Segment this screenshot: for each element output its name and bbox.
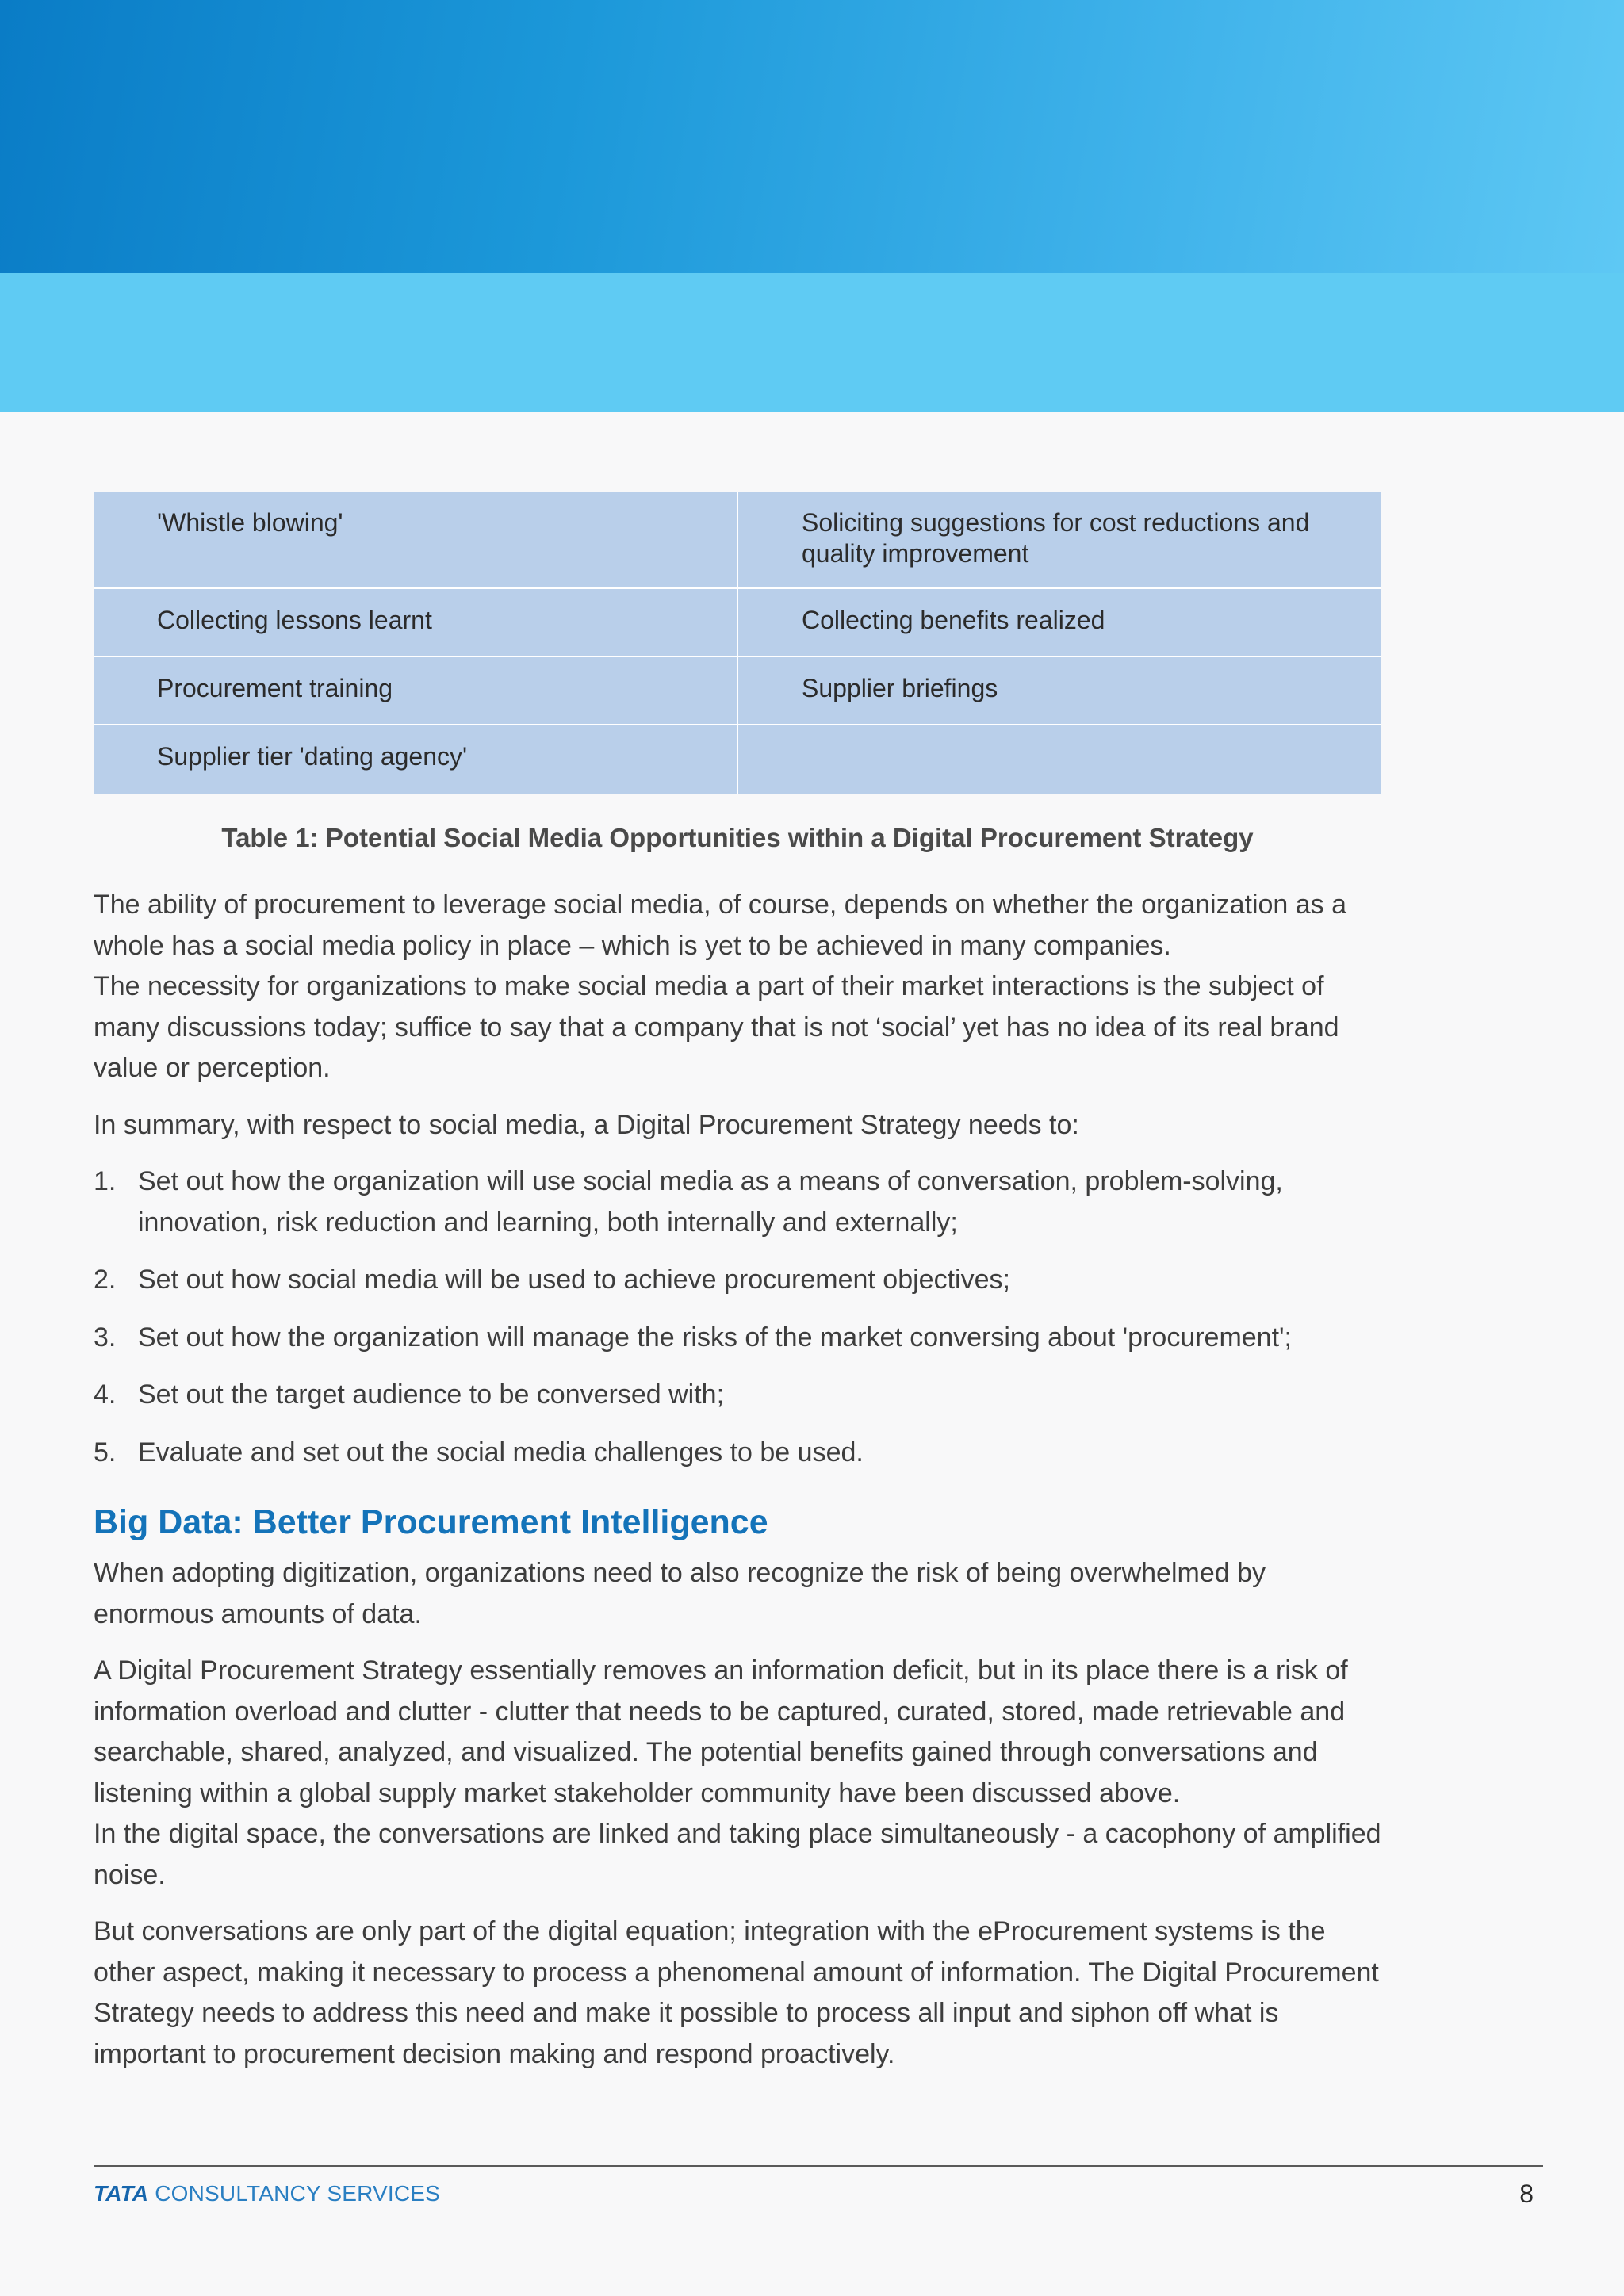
list-item — [94, 1318, 1381, 1359]
list-number: 4. — [94, 1380, 117, 1410]
list-number: 5. — [94, 1437, 117, 1468]
table-row — [94, 588, 1381, 656]
table-cell: Procurement training — [94, 656, 737, 725]
list-text: Set out how the organization will manage the risks of the market conversing about 'procurement'; — [138, 1322, 1292, 1353]
page-number: 8 — [1519, 2179, 1534, 2208]
table-caption: Table 1: Potential Social Media Opportunities within a Digital Procurement Strategy — [221, 823, 1254, 852]
opportunities-table — [94, 492, 1381, 794]
list-number: 1. — [94, 1166, 117, 1196]
header-banner-dark — [0, 0, 1624, 273]
list-number: 2. — [94, 1265, 117, 1295]
page-content — [94, 492, 1381, 2091]
table-cell: Supplier tier 'dating agency' — [94, 725, 737, 794]
paragraph: In summary, with respect to social media, a Digital Procurement Strategy needs to: — [94, 1109, 1079, 1140]
list-item — [94, 1375, 1381, 1416]
paragraph: When adopting digitization, organizations need to also recognize the risk of being overwhelmed by enormous amounts of data. — [94, 1558, 1266, 1629]
paragraph: The necessity for organizations to make social media a part of their market interactions is the subject of many discussions today; suffice to say that a company that is not ‘social’ yet has no idea of its real brand value or perception. — [94, 971, 1339, 1083]
list-item — [94, 1433, 1381, 1474]
table-cell: Collecting benefits realized — [737, 588, 1381, 656]
company-name: CONSULTANCY SERVICES — [155, 2181, 441, 2206]
table-cell: Soliciting suggestions for cost reductions and quality improvement — [737, 492, 1381, 588]
table-cell: Supplier briefings — [737, 656, 1381, 725]
paragraph: In the digital space, the conversations are linked and taking place simultaneously - a cacophony of amplified noise. — [94, 1819, 1381, 1890]
table-cell: 'Whistle blowing' — [94, 492, 737, 588]
footer-divider — [94, 2165, 1543, 2167]
header-banner-light — [0, 273, 1624, 412]
list-text: Set out the target audience to be conversed with; — [138, 1380, 725, 1410]
list-text: Set out how the organization will use social media as a means of conversation, problem-solving, innovation, risk reduction and learning, both internally and externally; — [138, 1166, 1283, 1238]
paragraph: The ability of procurement to leverage social media, of course, depends on whether the organization as a whole has a social media policy in place – which is yet to be achieved in many companies. — [94, 890, 1347, 961]
table-cell — [737, 725, 1381, 794]
list-item — [94, 1161, 1381, 1243]
requirements-list — [94, 1161, 1381, 1473]
footer-logo — [94, 2181, 440, 2206]
list-number: 3. — [94, 1322, 117, 1353]
table-cell: Collecting lessons learnt — [94, 588, 737, 656]
tata-wordmark: TATA — [94, 2181, 149, 2206]
table-row — [94, 725, 1381, 794]
list-text: Set out how social media will be used to achieve procurement objectives; — [138, 1265, 1010, 1295]
paragraph: But conversations are only part of the digital equation; integration with the eProcurement systems is the other aspect, making it necessary to process a phenomenal amount of information. The Digital Procurement Strategy needs to address this need and make it possible to process all input and siphon off what is important to procurement decision making and respond proactively. — [94, 1916, 1379, 2069]
list-item — [94, 1260, 1381, 1301]
table-row — [94, 492, 1381, 588]
list-text: Evaluate and set out the social media challenges to be used. — [138, 1437, 864, 1468]
paragraph: A Digital Procurement Strategy essentially removes an information deficit, but in its place there is a risk of information overload and clutter - clutter that needs to be captured, curated, stored, made retrievable and searchable, shared, analyzed, and visualized. The potential benefits gained through conversations and listening within a global supply market stakeholder community have been discussed above. — [94, 1655, 1348, 1808]
table-row — [94, 656, 1381, 725]
section-heading: Big Data: Better Procurement Intelligence — [94, 1503, 768, 1541]
